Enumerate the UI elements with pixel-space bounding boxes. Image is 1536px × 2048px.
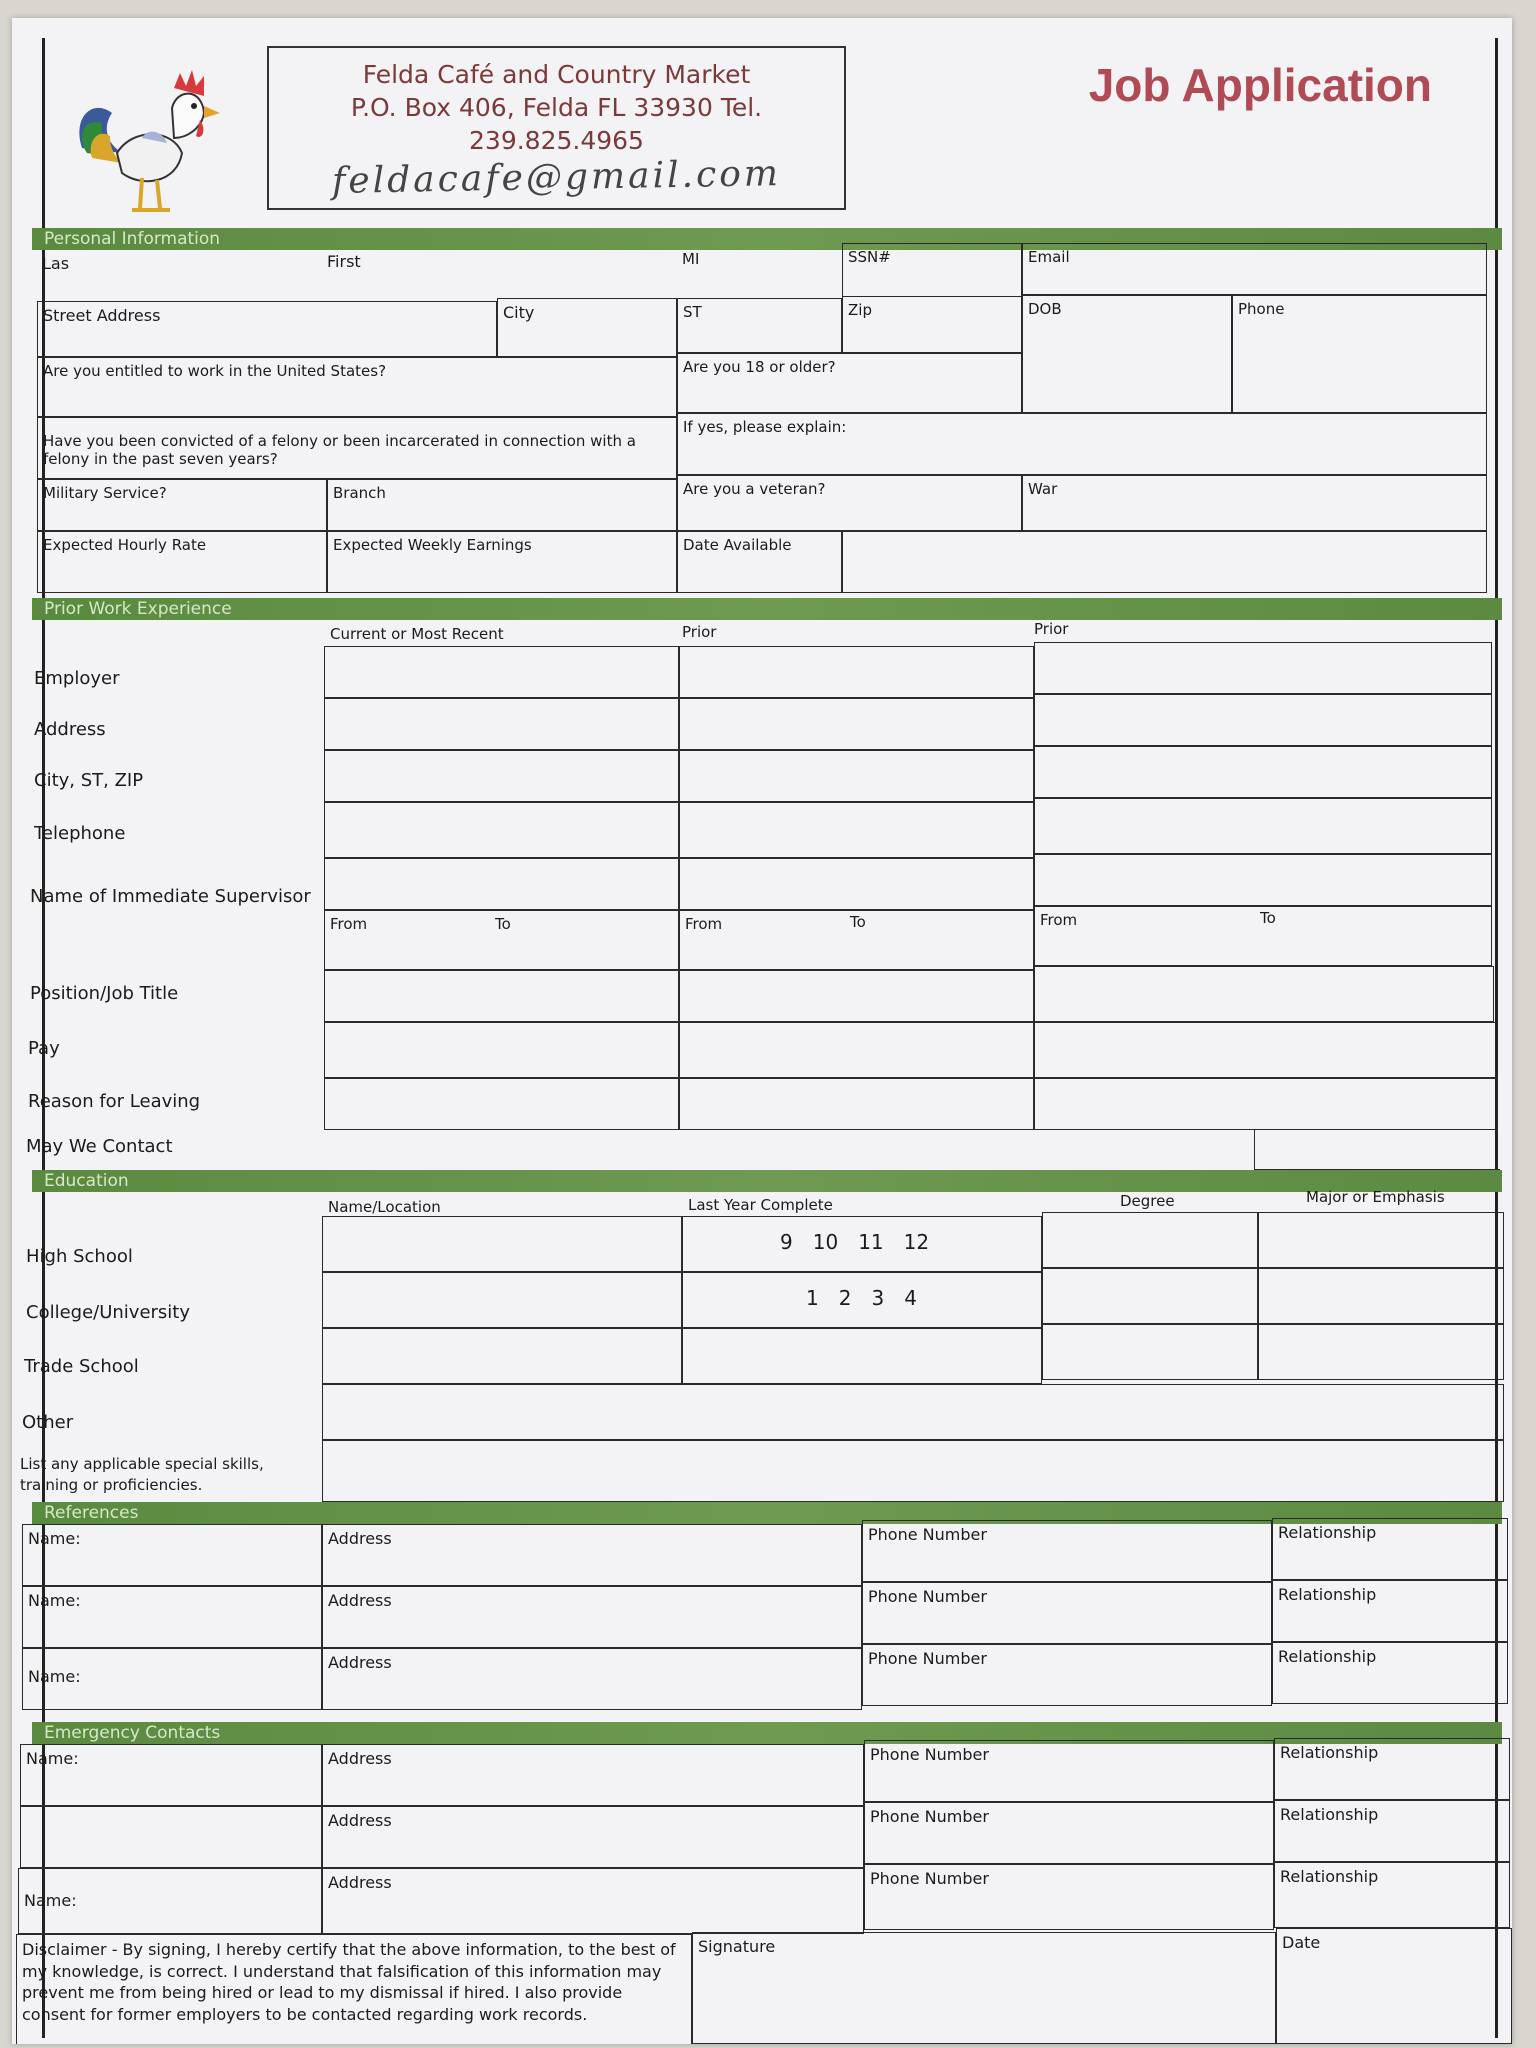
state-field[interactable]	[677, 298, 842, 353]
prior2-reason-cell[interactable]	[1034, 1078, 1498, 1130]
ref1-relationship-cell[interactable]	[1272, 1518, 1508, 1580]
last-name-label: Las	[42, 254, 70, 273]
business-address: P.O. Box 406, Felda FL 33930 Tel.	[350, 93, 763, 122]
prior2-to-label: To	[1260, 909, 1276, 927]
em3-address-label: Address	[328, 1873, 392, 1892]
current-supervisor-cell[interactable]	[324, 858, 679, 910]
work-eligibility-field[interactable]	[37, 357, 677, 417]
year-4[interactable]: 4	[904, 1286, 917, 1310]
work-row-reason: Reason for Leaving	[28, 1091, 201, 1112]
ref3-address-cell[interactable]	[322, 1648, 862, 1710]
explain-label: If yes, please explain:	[683, 418, 847, 436]
city-label: City	[503, 303, 535, 322]
year-3[interactable]: 3	[871, 1286, 885, 1310]
em1-name-label: Name:	[26, 1749, 79, 1768]
phone-label: Phone	[1238, 300, 1285, 318]
prior1-pay-cell[interactable]	[679, 1022, 1034, 1078]
ref3-phone-label: Phone Number	[868, 1649, 987, 1668]
felony-label: Have you been convicted of a felony or been incarcerated in connection with a felony in the past seven years?	[43, 432, 636, 468]
email-label: Email	[1028, 248, 1070, 266]
signature-field[interactable]	[692, 1932, 1276, 2044]
edu-col-name: Name/Location	[328, 1198, 441, 1216]
business-name: Felda Café and Country Market	[362, 60, 751, 89]
felony-question-field[interactable]	[37, 417, 677, 479]
first-name-label: First	[327, 252, 361, 271]
date-available-field[interactable]	[677, 531, 842, 593]
entitled-label: Are you entitled to work in the United States?	[43, 362, 387, 380]
ref1-address-label: Address	[328, 1529, 392, 1548]
work-row-city: City, ST, ZIP	[34, 770, 144, 791]
work-col-prior-2: Prior	[1034, 620, 1069, 638]
hs-name-cell[interactable]	[322, 1216, 682, 1272]
other-education-cell[interactable]	[322, 1384, 1504, 1440]
street-label: Street Address	[43, 306, 161, 325]
ref1-phone-label: Phone Number	[868, 1525, 987, 1544]
application-paper	[12, 18, 1512, 2044]
work-col-current: Current or Most Recent	[330, 625, 504, 643]
prior1-supervisor-cell[interactable]	[679, 858, 1034, 910]
current-dates-cell[interactable]	[324, 910, 679, 970]
prior1-reason-cell[interactable]	[679, 1078, 1034, 1130]
edu-col-year: Last Year Complete	[688, 1196, 833, 1214]
branch-label: Branch	[333, 484, 386, 502]
em2-relationship-cell[interactable]	[1274, 1800, 1510, 1862]
prior2-from-label: From	[1040, 911, 1078, 929]
ref1-name-label: Name:	[28, 1529, 81, 1548]
em3-name-cell[interactable]	[18, 1868, 322, 1934]
hourly-rate-field[interactable]	[37, 531, 327, 593]
em2-name-cell[interactable]	[20, 1806, 322, 1868]
ref3-name-cell[interactable]	[22, 1648, 322, 1710]
mi-label: MI	[682, 250, 700, 268]
ref2-name-cell[interactable]	[22, 1586, 322, 1648]
em1-name-cell[interactable]	[20, 1744, 322, 1806]
edu-row-high-school: High School	[26, 1246, 133, 1267]
em2-address-label: Address	[328, 1811, 392, 1830]
page-title: Job Application	[1088, 59, 1432, 111]
work-row-position: Position/Job Title	[30, 983, 179, 1004]
prior1-position-cell[interactable]	[679, 970, 1034, 1022]
college-year-options	[796, 1286, 927, 1310]
current-position-cell[interactable]	[324, 970, 679, 1022]
phone-field[interactable]	[1232, 295, 1487, 413]
em2-phone-label: Phone Number	[870, 1807, 989, 1826]
year-2[interactable]: 2	[838, 1286, 852, 1310]
section-emergency: Emergency Contacts	[32, 1722, 1502, 1744]
street-address-field[interactable]	[37, 301, 497, 357]
ref2-relationship-cell[interactable]	[1272, 1580, 1508, 1642]
em2-relationship-label: Relationship	[1280, 1805, 1379, 1824]
prior1-address-cell[interactable]	[679, 698, 1034, 750]
rooster-logo-icon	[62, 58, 232, 228]
em1-relationship-cell[interactable]	[1274, 1738, 1510, 1800]
section-education: Education	[32, 1170, 1502, 1192]
em1-address-cell[interactable]	[322, 1744, 864, 1806]
ref2-name-label: Name:	[28, 1591, 81, 1610]
ref1-relationship-label: Relationship	[1278, 1523, 1377, 1542]
grade-11[interactable]: 11	[858, 1230, 884, 1254]
edu-row-other: Other	[22, 1412, 74, 1433]
email-field[interactable]	[1022, 243, 1487, 295]
ref2-address-cell[interactable]	[322, 1586, 862, 1648]
current-from-label: From	[330, 915, 368, 933]
ref3-phone-cell[interactable]	[862, 1644, 1272, 1706]
work-row-telephone: Telephone	[34, 823, 126, 844]
ref3-name-label: Name:	[28, 1667, 81, 1686]
em1-relationship-label: Relationship	[1280, 1743, 1379, 1762]
business-phone: 239.825.4965	[469, 126, 644, 155]
ref1-address-cell[interactable]	[322, 1524, 862, 1586]
edu-row-skills: List any applicable special skills, training or proficiencies.	[20, 1455, 264, 1494]
em3-phone-label: Phone Number	[870, 1869, 989, 1888]
veteran-field[interactable]	[677, 475, 1022, 531]
dob-field[interactable]	[1022, 295, 1232, 413]
date-label: Date	[1282, 1933, 1321, 1952]
trade-name-cell[interactable]	[322, 1328, 682, 1384]
em3-relationship-label: Relationship	[1280, 1867, 1379, 1886]
em3-phone-cell[interactable]	[864, 1864, 1274, 1930]
trade-degree-cell[interactable]	[1042, 1324, 1258, 1380]
em2-phone-cell[interactable]	[864, 1802, 1274, 1864]
ref3-relationship-label: Relationship	[1278, 1647, 1377, 1666]
em3-address-cell[interactable]	[322, 1868, 864, 1934]
current-telephone-cell[interactable]	[324, 802, 679, 858]
felony-explanation-field[interactable]	[677, 413, 1487, 475]
hs-major-cell[interactable]	[1258, 1212, 1504, 1268]
age-18-field[interactable]	[677, 353, 1022, 413]
prior1-city-cell[interactable]	[679, 750, 1034, 802]
military-service-field[interactable]	[37, 479, 327, 531]
date-field[interactable]	[1276, 1928, 1512, 2044]
current-reason-cell[interactable]	[324, 1078, 679, 1130]
edu-row-college: College/University	[26, 1302, 191, 1323]
current-to-label: To	[495, 915, 511, 933]
work-row-pay: Pay	[28, 1038, 60, 1059]
war-label: War	[1028, 480, 1058, 498]
current-address-cell[interactable]	[324, 698, 679, 750]
em2-address-cell[interactable]	[322, 1806, 864, 1868]
work-row-supervisor: Name of Immediate Supervisor	[30, 886, 311, 907]
em3-relationship-cell[interactable]	[1274, 1862, 1510, 1928]
edu-col-degree: Degree	[1120, 1192, 1175, 1210]
current-pay-cell[interactable]	[324, 1022, 679, 1078]
special-skills-cell[interactable]	[322, 1440, 1504, 1502]
ref2-phone-label: Phone Number	[868, 1587, 987, 1606]
date-available-extra[interactable]	[842, 531, 1487, 593]
grade-12[interactable]: 12	[903, 1230, 930, 1254]
prior2-city-cell[interactable]	[1034, 746, 1492, 798]
st-label: ST	[683, 303, 702, 321]
college-name-cell[interactable]	[322, 1272, 682, 1328]
ref2-phone-cell[interactable]	[862, 1582, 1272, 1644]
ref1-phone-cell[interactable]	[862, 1520, 1272, 1582]
college-degree-cell[interactable]	[1042, 1268, 1258, 1324]
ref2-address-label: Address	[328, 1591, 392, 1610]
ref1-name-cell[interactable]	[22, 1524, 322, 1586]
hs-grade-options	[770, 1230, 939, 1254]
first-name-field[interactable]	[322, 248, 522, 288]
section-references: References	[32, 1502, 1502, 1524]
prior2-employer-cell[interactable]	[1034, 642, 1492, 694]
disclaimer-box	[16, 1934, 692, 2044]
branch-field[interactable]	[327, 479, 677, 531]
current-city-cell[interactable]	[324, 750, 679, 802]
grade-9[interactable]: 9	[780, 1230, 793, 1254]
hs-degree-cell[interactable]	[1042, 1212, 1258, 1268]
edu-row-trade: Trade School	[24, 1356, 139, 1377]
age18-label: Are you 18 or older?	[683, 358, 836, 376]
prior2-supervisor-cell[interactable]	[1034, 854, 1492, 906]
prior2-address-cell[interactable]	[1034, 694, 1492, 746]
trade-year-cell[interactable]	[682, 1328, 1042, 1384]
zip-label: Zip	[848, 301, 872, 319]
mi-field[interactable]	[677, 246, 727, 286]
ref2-relationship-label: Relationship	[1278, 1585, 1377, 1604]
available-label: Date Available	[683, 536, 792, 554]
hourly-label: Expected Hourly Rate	[43, 536, 207, 554]
em1-phone-label: Phone Number	[870, 1745, 989, 1764]
business-header-box	[267, 46, 846, 210]
prior1-from-label: From	[685, 915, 723, 933]
work-row-address: Address	[34, 719, 106, 740]
prior1-employer-cell[interactable]	[679, 646, 1034, 698]
work-col-prior-1: Prior	[682, 623, 717, 641]
ref3-address-label: Address	[328, 1653, 392, 1672]
prior1-dates-cell[interactable]	[679, 910, 1034, 970]
edu-col-major: Major or Emphasis	[1306, 1188, 1445, 1206]
prior2-dates-cell[interactable]	[1034, 906, 1492, 966]
business-email-handwritten: feldacafe@gmail.com	[331, 153, 782, 202]
prior2-pay-cell[interactable]	[1034, 1022, 1496, 1078]
em3-name-label: Name:	[24, 1891, 77, 1910]
zip-field[interactable]	[842, 296, 1022, 353]
trade-major-cell[interactable]	[1258, 1324, 1504, 1380]
work-row-contact: May We Contact	[26, 1136, 173, 1157]
war-field[interactable]	[1022, 475, 1487, 531]
may-contact-cell[interactable]	[1254, 1130, 1500, 1170]
grade-10[interactable]: 10	[812, 1230, 839, 1254]
em1-phone-cell[interactable]	[864, 1740, 1274, 1802]
disclaimer-text: Disclaimer - By signing, I hereby certify that the above information, to the best of my knowledge, is correct. I understand that falsification of this information may prevent me from being hired or lead to my dismissal if hired. I also provide consent for former employers to be contacted regarding work records.	[22, 1940, 676, 2024]
military-label: Military Service?	[43, 484, 167, 502]
veteran-label: Are you a veteran?	[683, 480, 826, 498]
college-major-cell[interactable]	[1258, 1268, 1504, 1324]
work-row-employer: Employer	[34, 668, 120, 689]
ssn-label: SSN#	[848, 248, 891, 266]
year-1[interactable]: 1	[806, 1286, 819, 1310]
prior2-telephone-cell[interactable]	[1034, 798, 1492, 854]
weekly-label: Expected Weekly Earnings	[333, 536, 532, 554]
weekly-earnings-field[interactable]	[327, 531, 677, 593]
current-employer-cell[interactable]	[324, 646, 679, 698]
prior2-position-cell[interactable]	[1034, 966, 1494, 1022]
ref3-relationship-cell[interactable]	[1272, 1642, 1508, 1704]
signature-label: Signature	[698, 1937, 776, 1956]
prior1-to-label: To	[850, 913, 866, 931]
prior1-telephone-cell[interactable]	[679, 802, 1034, 858]
em1-address-label: Address	[328, 1749, 392, 1768]
dob-label: DOB	[1028, 300, 1062, 318]
section-work: Prior Work Experience	[32, 598, 1502, 620]
section-personal: Personal Information	[32, 228, 1502, 250]
city-field[interactable]	[497, 298, 677, 357]
